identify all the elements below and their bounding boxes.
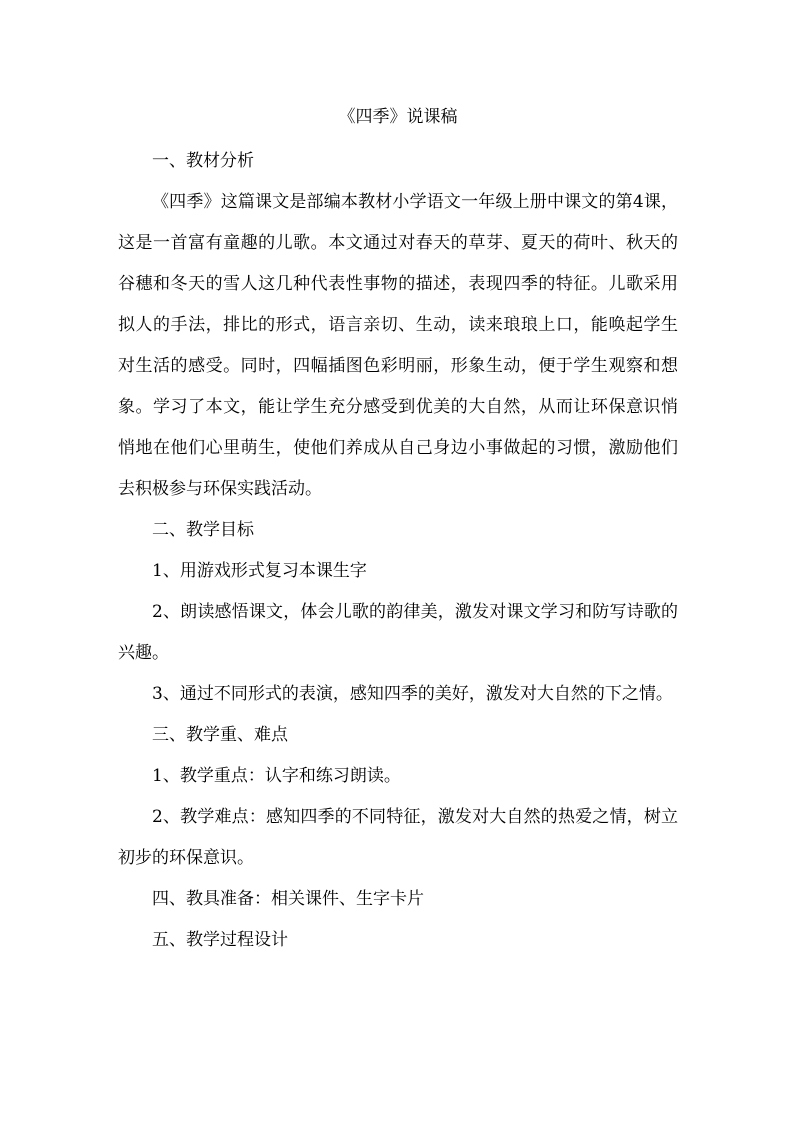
section-heading-materials: 一、教材分析 <box>152 151 254 171</box>
difficulty-item: 2、教学难点：感知四季的不同特征，激发对大自然的热爱之情，树立初步的环保意识。 <box>118 807 678 868</box>
section-heading-key-points: 三、教学重、难点 <box>152 725 288 745</box>
key-point-item: 1、教学重点：认字和练习朗读。 <box>152 766 401 786</box>
document-title: 《四季》说课稿 <box>338 107 458 127</box>
paragraph-material-analysis: 《四季》这篇课文是部编本教材小学语文一年级上册中课文的第4课，这是一首富有童趣的儿歌。本文通过对春天的草芽、夏天的荷叶、秋天的谷穗和冬天的雪人这几种代表性事物的描述，表现四季的特征。儿歌采用拟人的手法，排比的形式，语言亲切、生动，读来琅琅上口，能唤起学生对生活的感受。同时，四幅插图色彩明丽，形象生动，便于学生观察和想象。学习了本文，能让学生充分感受到优美的大自然，从而让环保意识悄悄地在他们心里萌生，使他们养成从自己身边小事做起的习惯，激励他们去积极参与环保实践活动。 <box>118 192 678 499</box>
objective-item-1: 1、用游戏形式复习本课生字 <box>152 561 367 581</box>
section-heading-materials-prep: 四、教具准备：相关课件、生字卡片 <box>152 889 424 909</box>
section-heading-objectives: 二、教学目标 <box>152 520 254 540</box>
objective-item-3: 3、通过不同形式的表演，感知四季的美好，激发对大自然的下之情。 <box>152 684 673 704</box>
section-heading-process: 五、教学过程设计 <box>152 930 288 950</box>
document-body <box>118 100 678 961</box>
objective-item-2: 2、朗读感悟课文，体会儿歌的韵律美，激发对课文学习和防写诗歌的兴趣。 <box>118 602 678 663</box>
